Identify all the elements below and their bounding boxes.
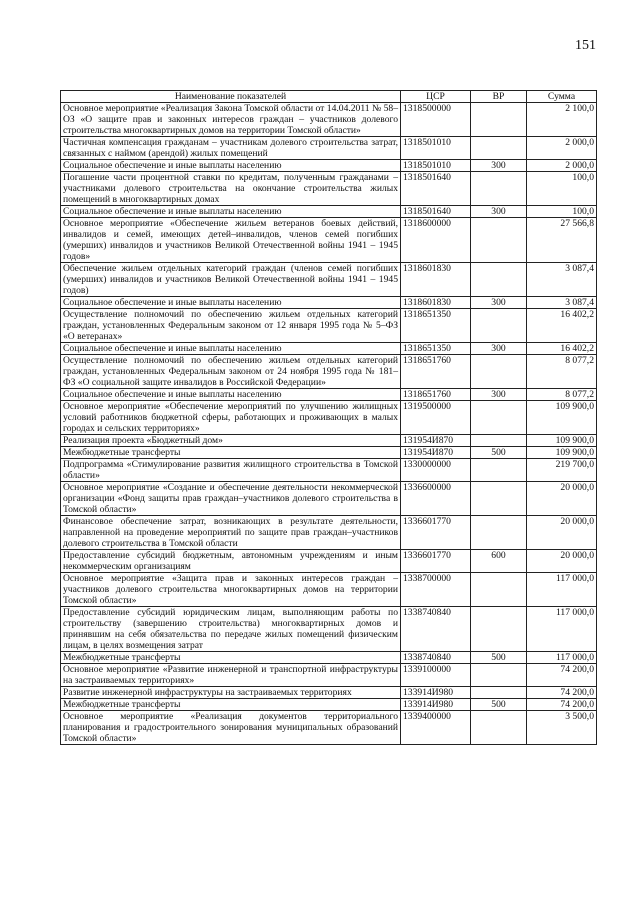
- table-row: [61, 297, 597, 309]
- cell-vr: 600: [471, 550, 527, 573]
- cell-sum: 109 900,0: [527, 435, 597, 447]
- cell-sum: 100,0: [527, 206, 597, 218]
- cell-vr: 500: [471, 652, 527, 664]
- cell-name: Погашение части процентной ставки по кредитам, полученным гражданами – участниками долевого строительства на окончание строительства жилых помещений в многоквартирных домах: [61, 172, 401, 206]
- cell-vr: [471, 172, 527, 206]
- cell-name: Социальное обеспечение и иные выплаты населению: [61, 297, 401, 309]
- cell-sum: 16 402,2: [527, 309, 597, 343]
- table-row: [61, 664, 597, 687]
- cell-name: Межбюджетные трансферты: [61, 447, 401, 459]
- cell-sum: 27 566,8: [527, 218, 597, 263]
- cell-sum: 2 100,0: [527, 103, 597, 137]
- cell-name: Основное мероприятие «Обеспечение мероприятий по улучшению жилищных условий работников бюджетной сферы, работающих и проживающих в малых городах и сельских территориях»: [61, 401, 401, 435]
- cell-csr: 1336601770: [401, 550, 471, 573]
- cell-csr: 1318501640: [401, 206, 471, 218]
- cell-sum: 20 000,0: [527, 550, 597, 573]
- cell-csr: 1318500000: [401, 103, 471, 137]
- table-body: [61, 103, 597, 745]
- cell-name: Межбюджетные трансферты: [61, 699, 401, 711]
- cell-name: Социальное обеспечение и иные выплаты населению: [61, 343, 401, 355]
- cell-csr: 131954И870: [401, 447, 471, 459]
- cell-vr: [471, 573, 527, 607]
- cell-name: Социальное обеспечение и иные выплаты населению: [61, 160, 401, 172]
- cell-name: Социальное обеспечение и иные выплаты населению: [61, 206, 401, 218]
- cell-vr: [471, 482, 527, 516]
- cell-sum: 74 200,0: [527, 699, 597, 711]
- cell-vr: [471, 218, 527, 263]
- table-row: [61, 459, 597, 482]
- table-row: [61, 103, 597, 137]
- cell-sum: 8 077,2: [527, 389, 597, 401]
- cell-csr: 131954И870: [401, 435, 471, 447]
- table-row: [61, 343, 597, 355]
- cell-sum: 8 077,2: [527, 355, 597, 389]
- cell-vr: [471, 711, 527, 745]
- cell-sum: 3 087,4: [527, 263, 597, 297]
- cell-csr: 1318501010: [401, 160, 471, 172]
- cell-csr: 1318651350: [401, 309, 471, 343]
- cell-csr: 1336600000: [401, 482, 471, 516]
- table-row: [61, 355, 597, 389]
- cell-name: Осуществление полномочий по обеспечению жильем отдельных категорий граждан, установленных Федеральным законом от 12 января 1995 года № 5–ФЗ «О ветеранах»: [61, 309, 401, 343]
- table-row: [61, 550, 597, 573]
- cell-vr: [471, 435, 527, 447]
- cell-csr: 1338740840: [401, 607, 471, 652]
- table-row: [61, 218, 597, 263]
- cell-name: Реализация проекта «Бюджетный дом»: [61, 435, 401, 447]
- cell-csr: 1339400000: [401, 711, 471, 745]
- budget-table: [60, 90, 597, 745]
- cell-name: Частичная компенсация гражданам – участникам долевого строительства затрат, связанных с наймом (арендой) жилых помещений: [61, 137, 401, 160]
- cell-csr: 133914И980: [401, 699, 471, 711]
- cell-name: Предоставление субсидий юридическим лицам, выполняющим работы по строительству (завершению строительства) многоквартирных домов и принявшим на себя обязательства по передаче жилых помещений физическим лицам, в целях возмещения затрат: [61, 607, 401, 652]
- cell-sum: 117 000,0: [527, 573, 597, 607]
- cell-vr: [471, 309, 527, 343]
- cell-vr: [471, 103, 527, 137]
- table-row: [61, 389, 597, 401]
- cell-csr: 1318600000: [401, 218, 471, 263]
- cell-sum: 117 000,0: [527, 607, 597, 652]
- cell-csr: 1336601770: [401, 516, 471, 550]
- cell-vr: [471, 137, 527, 160]
- cell-sum: 117 000,0: [527, 652, 597, 664]
- cell-name: Основное мероприятие «Защита прав и законных интересов граждан – участников долевого строительства многоквартирных домов на территории Томской области»: [61, 573, 401, 607]
- cell-csr: 133914И980: [401, 687, 471, 699]
- header-name: Наименование показателей: [61, 91, 401, 103]
- cell-sum: 100,0: [527, 172, 597, 206]
- cell-sum: 16 402,2: [527, 343, 597, 355]
- cell-vr: [471, 401, 527, 435]
- header-sum: Сумма: [527, 91, 597, 103]
- table-row: [61, 573, 597, 607]
- cell-name: Социальное обеспечение и иные выплаты населению: [61, 389, 401, 401]
- cell-vr: 500: [471, 447, 527, 459]
- cell-name: Обеспечение жильем отдельных категорий граждан (членов семей погибших (умерших) инвалидов и участников Великой Отечественной войны 1941 – 1945 годов): [61, 263, 401, 297]
- cell-name: Финансовое обеспечение затрат, возникающих в результате деятельности, направленной на проведение мероприятий по защите прав граждан–участников долевого строительства в Томской области: [61, 516, 401, 550]
- cell-vr: [471, 355, 527, 389]
- cell-sum: 74 200,0: [527, 687, 597, 699]
- cell-vr: 500: [471, 699, 527, 711]
- cell-sum: 2 000,0: [527, 160, 597, 172]
- cell-sum: 3 500,0: [527, 711, 597, 745]
- cell-csr: 1319500000: [401, 401, 471, 435]
- cell-csr: 1318501010: [401, 137, 471, 160]
- cell-sum: 2 000,0: [527, 137, 597, 160]
- cell-name: Основное мероприятие «Развитие инженерной и транспортной инфраструктуры на застраиваемых территориях»: [61, 664, 401, 687]
- table-row: [61, 435, 597, 447]
- cell-vr: 300: [471, 297, 527, 309]
- table-row: [61, 607, 597, 652]
- cell-csr: 1318651760: [401, 355, 471, 389]
- cell-vr: [471, 263, 527, 297]
- cell-vr: 300: [471, 343, 527, 355]
- cell-vr: 300: [471, 389, 527, 401]
- cell-vr: 300: [471, 160, 527, 172]
- cell-vr: [471, 516, 527, 550]
- cell-sum: 219 700,0: [527, 459, 597, 482]
- cell-sum: 20 000,0: [527, 516, 597, 550]
- cell-csr: 1318501640: [401, 172, 471, 206]
- cell-csr: 1338700000: [401, 573, 471, 607]
- table-row: [61, 263, 597, 297]
- table-row: [61, 482, 597, 516]
- table-header-row: [61, 91, 597, 103]
- cell-name: Межбюджетные трансферты: [61, 652, 401, 664]
- table-row: [61, 711, 597, 745]
- cell-name: Предоставление субсидий бюджетным, автономным учреждениям и иным некоммерческим организациям: [61, 550, 401, 573]
- cell-vr: [471, 687, 527, 699]
- cell-sum: 20 000,0: [527, 482, 597, 516]
- cell-sum: 109 900,0: [527, 401, 597, 435]
- cell-csr: 1338740840: [401, 652, 471, 664]
- table-row: [61, 137, 597, 160]
- cell-vr: [471, 607, 527, 652]
- table-row: [61, 309, 597, 343]
- table-row: [61, 401, 597, 435]
- table-row: [61, 652, 597, 664]
- cell-sum: 74 200,0: [527, 664, 597, 687]
- table-row: [61, 699, 597, 711]
- cell-name: Осуществление полномочий по обеспечению жильем отдельных категорий граждан, установленных Федеральным законом от 24 ноября 1995 года № 181–ФЗ «О социальной защите инвалидов в Российской Федерации»: [61, 355, 401, 389]
- table-row: [61, 172, 597, 206]
- cell-vr: [471, 459, 527, 482]
- header-vr: ВР: [471, 91, 527, 103]
- table-row: [61, 687, 597, 699]
- cell-csr: 1318651760: [401, 389, 471, 401]
- table-row: [61, 160, 597, 172]
- page-number: 151: [575, 38, 596, 53]
- cell-name: Основное мероприятие «Реализация документов территориального планирования и градостроительного зонирования муниципальных образований Томской области»: [61, 711, 401, 745]
- cell-name: Основное мероприятие «Реализация Закона Томской области от 14.04.2011 № 58–ОЗ «О защите прав и законных интересов граждан – участников долевого строительства многоквартирных домов на территории Томской области»: [61, 103, 401, 137]
- cell-csr: 1318601830: [401, 297, 471, 309]
- cell-csr: 1318651350: [401, 343, 471, 355]
- cell-sum: 3 087,4: [527, 297, 597, 309]
- cell-csr: 1339100000: [401, 664, 471, 687]
- cell-vr: [471, 664, 527, 687]
- header-csr: ЦСР: [401, 91, 471, 103]
- cell-name: Развитие инженерной инфраструктуры на застраиваемых территориях: [61, 687, 401, 699]
- table-row: [61, 206, 597, 218]
- cell-sum: 109 900,0: [527, 447, 597, 459]
- cell-name: Подпрограмма «Стимулирование развития жилищного строительства в Томской области»: [61, 459, 401, 482]
- cell-vr: 300: [471, 206, 527, 218]
- table-row: [61, 516, 597, 550]
- cell-csr: 1330000000: [401, 459, 471, 482]
- cell-csr: 1318601830: [401, 263, 471, 297]
- table-row: [61, 447, 597, 459]
- cell-name: Основное мероприятие «Обеспечение жильем ветеранов боевых действий, инвалидов и семей, имеющих детей–инвалидов, членов семей погибших (умерших) инвалидов и участников Великой Отечественной войны 1941 – 1945 годов»: [61, 218, 401, 263]
- cell-name: Основное мероприятие «Создание и обеспечение деятельности некоммерческой организации «Фонд защиты прав граждан–участников долевого строительства в Томской области»: [61, 482, 401, 516]
